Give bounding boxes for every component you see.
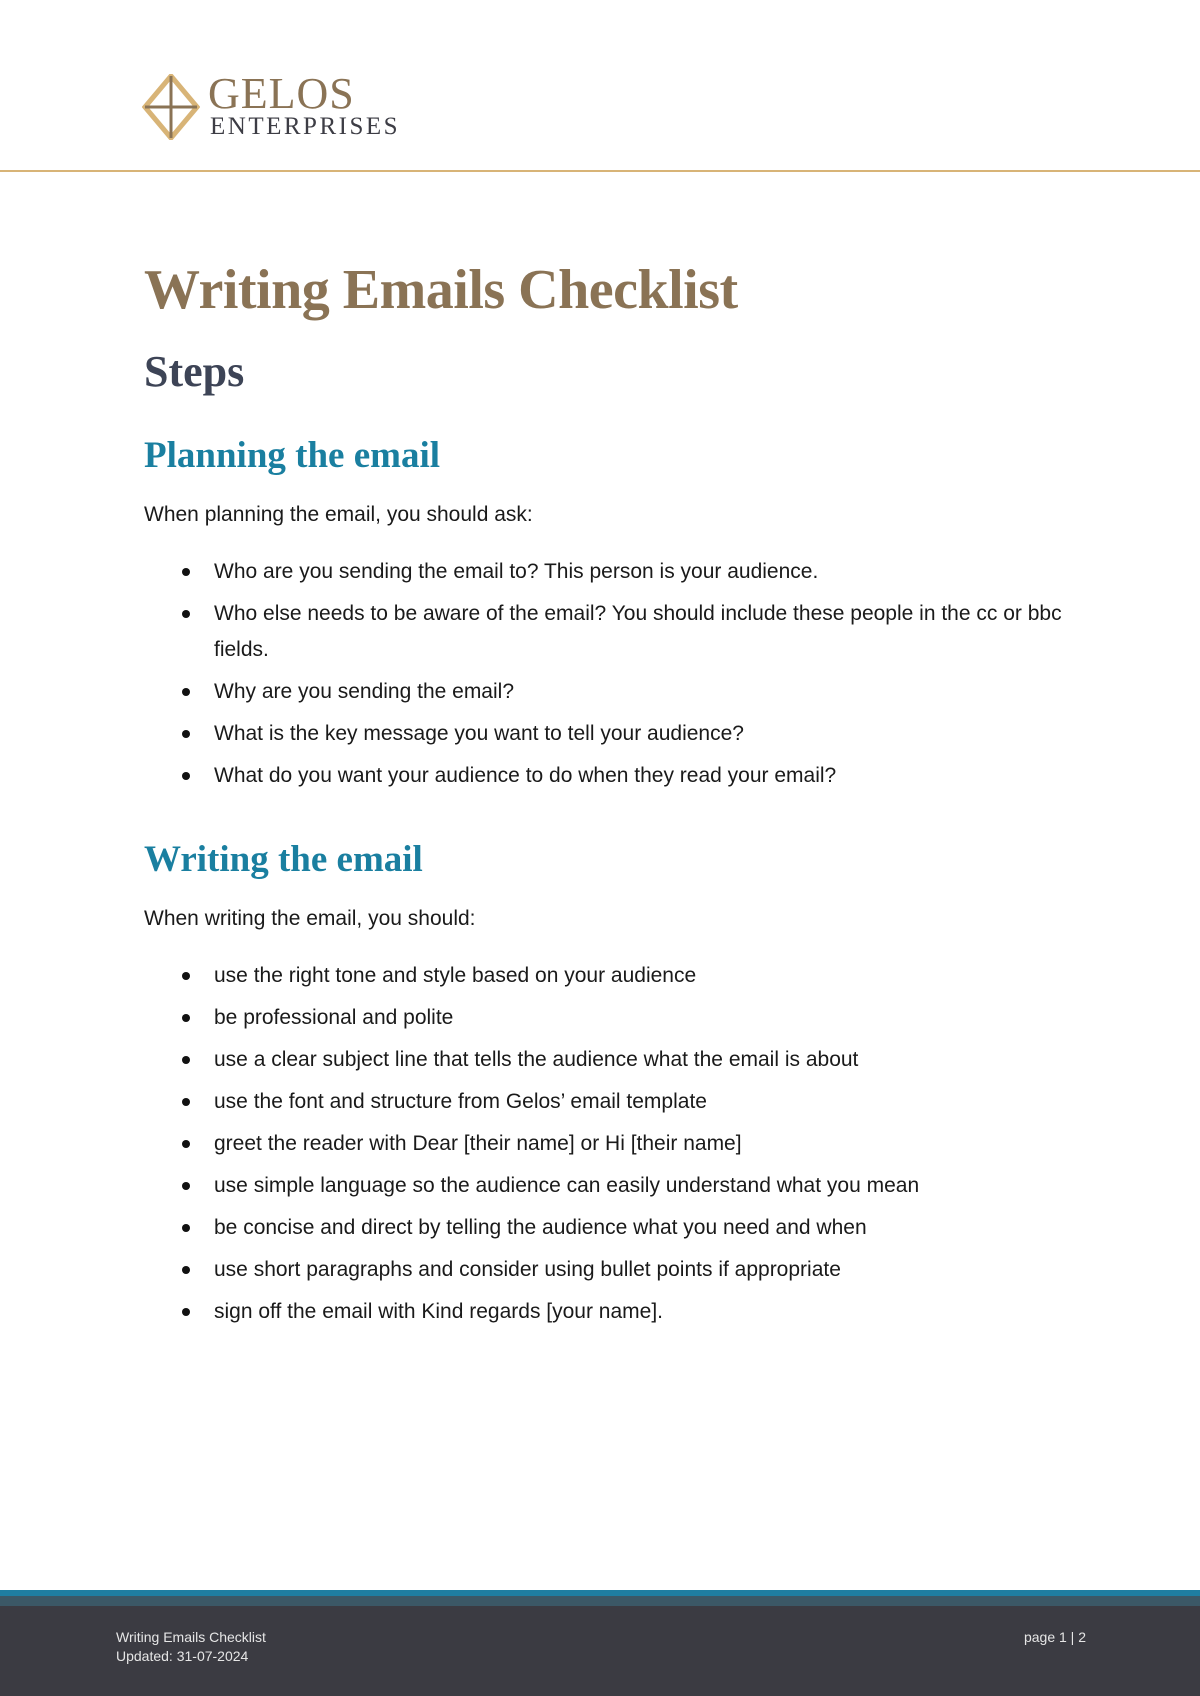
list-item-text: sign off the email with Kind regards [your name]. (214, 1300, 664, 1323)
list-item-text: Who are you sending the email to? This person is your audience. (214, 560, 819, 583)
list-item (144, 674, 1064, 710)
list-item (144, 1252, 1064, 1288)
bullet-icon (182, 568, 190, 576)
bullet-icon (182, 972, 190, 980)
header-divider (0, 170, 1200, 172)
bullet-icon (182, 1266, 190, 1274)
footer-doc-info (116, 1628, 266, 1666)
page-footer (0, 1606, 1200, 1696)
document-body (144, 248, 1064, 1336)
list-item-text: What do you want your audience to do when they read your email? (214, 764, 837, 787)
list-item-text: What is the key message you want to tell your audience? (214, 722, 744, 745)
list-item (144, 958, 1064, 994)
bullet-icon (182, 1140, 190, 1148)
bullet-icon (182, 1098, 190, 1106)
list-item (144, 716, 1064, 752)
list-item (144, 1168, 1064, 1204)
bullet-icon (182, 1056, 190, 1064)
bullet-icon (182, 610, 190, 618)
diamond-logo-icon (142, 74, 200, 140)
subheading-planning: Planning the email (144, 435, 441, 476)
bullet-icon (182, 1014, 190, 1022)
page-header (0, 0, 1200, 172)
bullet-icon (182, 772, 190, 780)
planning-intro: When planning the email, you should ask: (144, 503, 533, 526)
company-logo (142, 69, 472, 146)
list-item (144, 1294, 1064, 1330)
footer-page-number: page 1 | 2 (1023, 1629, 1086, 1645)
list-item (144, 1084, 1064, 1120)
subheading-writing: Writing the email (144, 839, 423, 880)
list-item-text: be concise and direct by telling the audience what you need and when (214, 1216, 867, 1239)
logo-wordmark-secondary: ENTERPRISES (210, 113, 401, 140)
bullet-icon (182, 730, 190, 738)
list-item-text: use the right tone and style based on your audience (214, 964, 697, 987)
list-item-text: be professional and polite (214, 1006, 454, 1029)
logo-wordmark-primary: GELOS (208, 69, 355, 118)
list-item (144, 758, 1064, 794)
list-item-text: Why are you sending the email? (214, 680, 514, 703)
writing-checklist (144, 958, 1064, 1330)
list-item (144, 1042, 1064, 1078)
list-item (144, 554, 1064, 590)
list-item-text: use short paragraphs and consider using bullet points if appropriate (214, 1258, 841, 1281)
bullet-icon (182, 1224, 190, 1232)
bullet-icon (182, 1182, 190, 1190)
list-item-text: use the font and structure from Gelos’ email template (214, 1090, 707, 1113)
footer-accent-band-dark (0, 1596, 1200, 1606)
writing-intro: When writing the email, you should: (144, 907, 476, 930)
bullet-icon (182, 1308, 190, 1316)
list-item-text: Who else needs to be aware of the email? You should include these people in the cc or bbc fields. (214, 602, 1062, 661)
list-item (144, 1210, 1064, 1246)
bullet-icon (182, 688, 190, 696)
list-item-text: greet the reader with Dear [their name] or Hi [their name] (214, 1132, 742, 1155)
list-item-text: use a clear subject line that tells the audience what the email is about (214, 1048, 859, 1071)
document-title: Writing Emails Checklist (144, 259, 738, 321)
section-heading-steps: Steps (144, 347, 245, 396)
list-item (144, 1126, 1064, 1162)
footer-updated-date: Updated: 31-07-2024 (116, 1648, 249, 1664)
list-item (144, 1000, 1064, 1036)
footer-doc-name: Writing Emails Checklist (116, 1629, 266, 1645)
planning-checklist (144, 554, 1064, 794)
list-item-text: use simple language so the audience can easily understand what you mean (214, 1174, 920, 1197)
list-item (144, 596, 1064, 668)
